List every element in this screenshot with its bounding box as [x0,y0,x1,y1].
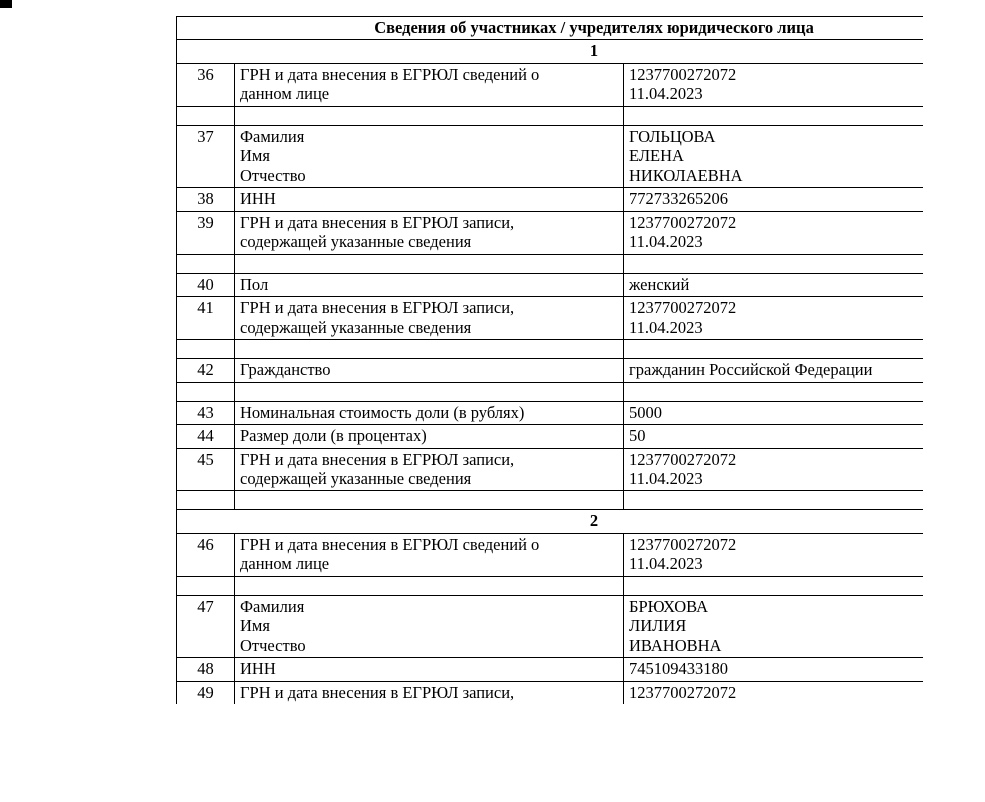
row-number: 46 [177,533,235,576]
label-line: ГРН и дата внесения в ЕГРЮЛ записи, [240,298,515,318]
label-line: ИНН [240,189,276,209]
value-line: 5000 [629,402,662,422]
table-row [177,425,924,448]
value-line: БРЮХОВА [629,596,708,616]
row-number: 40 [177,273,235,296]
separator-cell [177,254,235,273]
table-row [177,595,924,657]
value-line: ЕЛЕНА [629,146,684,166]
value-line: 11.04.2023 [629,232,703,252]
row-value [624,681,924,704]
row-value [624,425,924,448]
table-row [177,401,924,424]
participants-table [176,16,923,704]
separator-cell [624,382,924,401]
row-value [624,273,924,296]
label-line: данном лице [240,84,330,104]
scan-edge-mark [0,0,12,8]
row-value [624,533,924,576]
block-separator [177,576,924,595]
row-value [624,297,924,340]
label-line: содержащей указанные сведения [240,232,472,252]
separator-cell [624,254,924,273]
table-row [177,273,924,296]
block-separator [177,254,924,273]
row-number: 39 [177,211,235,254]
row-label [235,297,624,340]
row-label [235,359,624,382]
section-title: Сведения об участниках / учредителях юридического лица [177,17,924,40]
separator-cell [177,340,235,359]
table-row [177,658,924,681]
separator-cell [177,106,235,125]
block-separator [177,382,924,401]
scan-edge [0,0,12,802]
label-line: Гражданство [240,360,331,380]
label-line: ГРН и дата внесения в ЕГРЮЛ сведений о [240,64,540,84]
value-line: 1237700272072 [629,298,737,318]
table-row [177,448,924,491]
row-number: 41 [177,297,235,340]
row-value [624,448,924,491]
row-value [624,125,924,187]
group-number: 1 [177,40,924,63]
value-line: 745109433180 [629,659,728,679]
row-number: 45 [177,448,235,491]
separator-cell [177,382,235,401]
row-number: 43 [177,401,235,424]
row-number: 44 [177,425,235,448]
row-value [624,401,924,424]
value-line: НИКОЛАЕВНА [629,165,743,185]
registry-extract [176,16,923,704]
table-row [177,188,924,211]
row-label [235,425,624,448]
row-number: 37 [177,125,235,187]
label-line: ГРН и дата внесения в ЕГРЮЛ записи, [240,449,515,469]
value-line: 11.04.2023 [629,554,703,574]
row-label [235,595,624,657]
label-line: Имя [240,146,270,166]
value-line: 11.04.2023 [629,84,703,104]
value-line: ГОЛЬЦОВА [629,126,716,146]
row-value [624,211,924,254]
separator-cell [624,576,924,595]
row-label [235,188,624,211]
label-line: ИНН [240,659,276,679]
separator-cell [624,106,924,125]
group-number-row [177,510,924,533]
value-line: ЛИЛИЯ [629,616,687,636]
section-title-row [177,17,924,40]
value-line: ИВАНОВНА [629,635,722,655]
separator-cell [624,340,924,359]
row-label [235,273,624,296]
table-row [177,533,924,576]
value-line: 50 [629,426,646,446]
row-label [235,211,624,254]
row-label [235,125,624,187]
label-line: ГРН и дата внесения в ЕГРЮЛ сведений о [240,534,540,554]
label-line: Фамилия [240,126,305,146]
table-row [177,63,924,106]
block-separator [177,340,924,359]
value-line: гражданин Российской Федерации [629,360,873,380]
value-line: 772733265206 [629,189,728,209]
label-line: Фамилия [240,596,305,616]
label-line: данном лице [240,554,330,574]
row-number: 47 [177,595,235,657]
group-number: 2 [177,510,924,533]
table-row [177,211,924,254]
label-line: Имя [240,616,270,636]
value-line: 1237700272072 [629,682,737,702]
value-line: 1237700272072 [629,212,737,232]
value-line: 11.04.2023 [629,317,703,337]
separator-cell [235,340,624,359]
row-value [624,188,924,211]
document-clip [88,8,923,800]
label-line: Номинальная стоимость доли (в рублях) [240,402,525,422]
separator-cell [235,491,624,510]
separator-cell [235,382,624,401]
row-value [624,595,924,657]
block-separator [177,106,924,125]
table-row [177,125,924,187]
label-line: Отчество [240,635,306,655]
row-value [624,658,924,681]
table-row [177,681,924,704]
label-line: Пол [240,274,269,294]
value-line: 1237700272072 [629,449,737,469]
label-line: Размер доли (в процентах) [240,426,427,446]
row-number: 48 [177,658,235,681]
value-line: 1237700272072 [629,64,737,84]
label-line: содержащей указанные сведения [240,317,472,337]
row-label [235,448,624,491]
separator-cell [177,491,235,510]
row-number: 38 [177,188,235,211]
value-line: 11.04.2023 [629,468,703,488]
value-line: женский [629,274,690,294]
label-line: содержащей указанные сведения [240,468,472,488]
row-label [235,533,624,576]
separator-cell [177,576,235,595]
label-line: ГРН и дата внесения в ЕГРЮЛ записи, [240,212,515,232]
row-number: 36 [177,63,235,106]
row-number: 42 [177,359,235,382]
label-line: ГРН и дата внесения в ЕГРЮЛ записи, [240,682,515,702]
separator-cell [235,576,624,595]
block-separator [177,491,924,510]
separator-cell [235,106,624,125]
separator-cell [624,491,924,510]
value-line: 1237700272072 [629,534,737,554]
row-value [624,63,924,106]
row-label [235,658,624,681]
group-number-row [177,40,924,63]
table-row [177,297,924,340]
table-row [177,359,924,382]
row-label [235,63,624,106]
row-label [235,681,624,704]
row-number: 49 [177,681,235,704]
row-value [624,359,924,382]
separator-cell [235,254,624,273]
row-label [235,401,624,424]
label-line: Отчество [240,165,306,185]
